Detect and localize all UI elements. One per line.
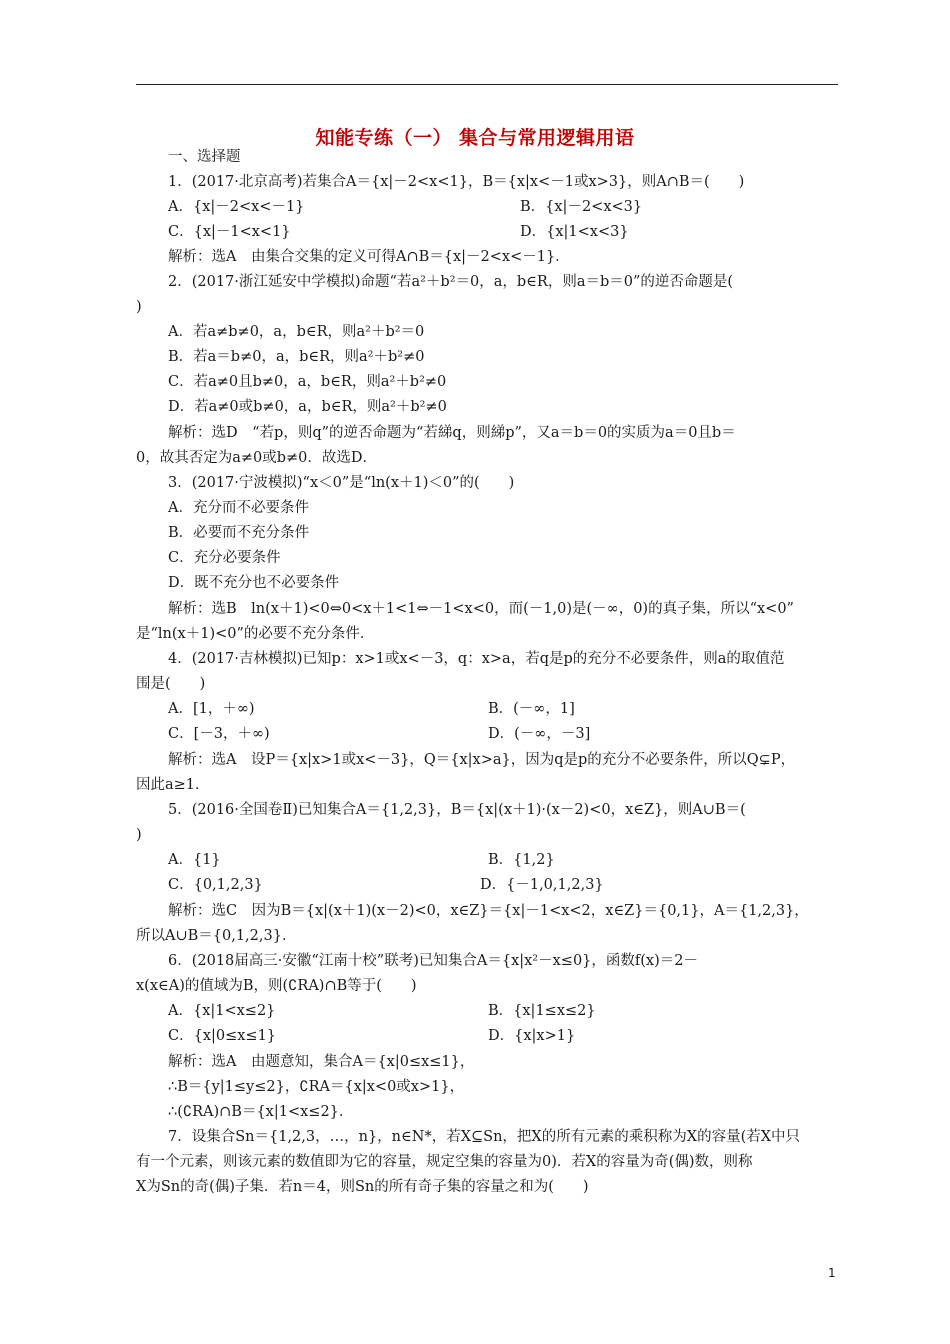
q1-option-c: C．{x|－1<x<1} (168, 224, 291, 240)
q5-option-b: B．{1,2} (488, 852, 555, 868)
question-7-line1: 7．设集合Sn＝{1,2,3，…，n}，n∈N*，若X⊆Sn，把X的所有元素的乘积称为X的容量(若X中只 (168, 1129, 801, 1145)
q3-option-b: B．必要而不充分条件 (168, 525, 310, 541)
question-2-stem-cont: ) (136, 299, 142, 315)
q1-solution: 解析：选A 由集合交集的定义可得A∩B＝{x|－2<x<－1}． (168, 249, 570, 265)
q4-option-c: C．[－3，＋∞) (168, 726, 270, 742)
question-4-stem: 4．(2017·吉林模拟)已知p：x>1或x<－3，q：x>a，若q是p的充分不必要条件，则a的取值范 (168, 651, 785, 667)
q5-solution: 解析：选C 因为B＝{x|(x＋1)(x－2)<0，x∈Z}＝{x|－1<x<2，x∈Z}＝{0,1}，A＝{1,2,3}， (168, 903, 809, 919)
q4-option-b: B．(－∞，1] (488, 701, 575, 717)
question-7-line3: X为Sn的奇(偶)子集．若n＝4，则Sn的所有奇子集的容量之和为( ) (136, 1179, 589, 1195)
question-5-stem: 5．(2016·全国卷Ⅱ)已知集合A＝{1,2,3}，B＝{x|(x＋1)·(x－2)<0，x∈Z}，则A∪B＝( (168, 802, 746, 818)
q5-option-a: A．{1} (168, 852, 221, 868)
question-6-stem-cont: x(x∈A)的值域为B，则(∁RA)∩B等于( ) (136, 978, 417, 994)
q6-solution: 解析：选A 由题意知，集合A＝{x|0≤x≤1}， (168, 1054, 475, 1070)
q6-option-d: D．{x|x>1} (488, 1028, 576, 1044)
q4-option-a: A．[1，＋∞) (168, 701, 255, 717)
q4-solution: 解析：选A 设P＝{x|x>1或x<－3}，Q＝{x|x>a}，因为q是p的充分不必要条件，所以Q⊊P， (168, 752, 796, 768)
q5-solution-cont: 所以A∪B＝{0,1,2,3}． (136, 928, 297, 944)
q2-option-a: A．若a≠b≠0，a，b∈R，则a²＋b²＝0 (168, 324, 425, 340)
q1-option-d: D．{x|1<x<3} (520, 224, 629, 240)
q3-option-a: A．充分而不必要条件 (168, 500, 309, 516)
question-5-stem-cont: ) (136, 827, 142, 843)
q1-option-a: A．{x|－2<x<－1} (168, 199, 305, 215)
q3-option-c: C．充分必要条件 (168, 550, 281, 566)
q6-solution-line3: ∴(∁RA)∩B＝{x|1<x≤2}． (168, 1104, 354, 1120)
question-3-stem: 3．(2017·宁波模拟)“x＜0”是“ln(x＋1)＜0”的( ) (168, 475, 515, 491)
q3-solution-cont: 是“ln(x＋1)<0”的必要不充分条件． (136, 626, 375, 642)
page-number: 1 (828, 1266, 836, 1280)
q2-option-c: C．若a≠0且b≠0，a，b∈R，则a²＋b²≠0 (168, 374, 447, 390)
q2-option-d: D．若a≠0或b≠0，a，b∈R，则a²＋b²≠0 (168, 399, 447, 415)
question-7-line2: 有一个元素，则该元素的数值即为它的容量，规定空集的容量为0)．若X的容量为奇(偶)数，则称 (136, 1154, 753, 1170)
q5-option-c: C．{0,1,2,3} (168, 877, 263, 893)
q6-option-c: C．{x|0≤x≤1} (168, 1028, 277, 1044)
question-2-stem: 2．(2017·浙江延安中学模拟)命题“若a²＋b²＝0，a，b∈R，则a＝b＝0”的逆否命题是( (168, 274, 734, 290)
q3-option-d: D．既不充分也不必要条件 (168, 575, 340, 591)
q2-option-b: B．若a＝b≠0，a，b∈R，则a²＋b²≠0 (168, 349, 425, 365)
q2-solution-cont: 0，故其否定为a≠0或b≠0．故选D． (136, 450, 378, 466)
q4-solution-cont: 因此a≥1． (136, 777, 210, 793)
page-title: 知能专练（一） 集合与常用逻辑用语 (315, 127, 635, 149)
q5-option-d: D．{－1,0,1,2,3} (480, 877, 604, 893)
question-6-stem: 6．(2018届高三·安徽“江南十校”联考)已知集合A＝{x|x²－x≤0}，函数f(x)＝2－ (168, 953, 698, 969)
q6-option-b: B．{x|1≤x≤2} (488, 1003, 596, 1019)
q3-solution: 解析：选B ln(x＋1)<0⇔0<x＋1<1⇔－1<x<0，而(－1,0)是(－∞，0)的真子集，所以“x<0” (168, 601, 794, 617)
q4-option-d: D．(－∞，－3] (488, 726, 591, 742)
q6-solution-line2: ∴B＝{y|1≤y≤2}，∁RA＝{x|x<0或x>1}， (168, 1079, 465, 1095)
section-heading: 一、选择题 (168, 149, 241, 165)
q6-option-a: A．{x|1<x≤2} (168, 1003, 276, 1019)
question-4-stem-cont: 围是( ) (136, 676, 206, 692)
q1-option-b: B．{x|－2<x<3} (520, 199, 643, 215)
header-rule (136, 84, 838, 85)
question-1-stem: 1．(2017·北京高考)若集合A＝{x|－2<x<1}，B＝{x|x<－1或x>3}，则A∩B＝( ) (168, 174, 745, 190)
q2-solution: 解析：选D “若p，则q”的逆否命题为“若綈q，则綈p”，又a＝b＝0的实质为a＝0且b＝ (168, 425, 736, 441)
